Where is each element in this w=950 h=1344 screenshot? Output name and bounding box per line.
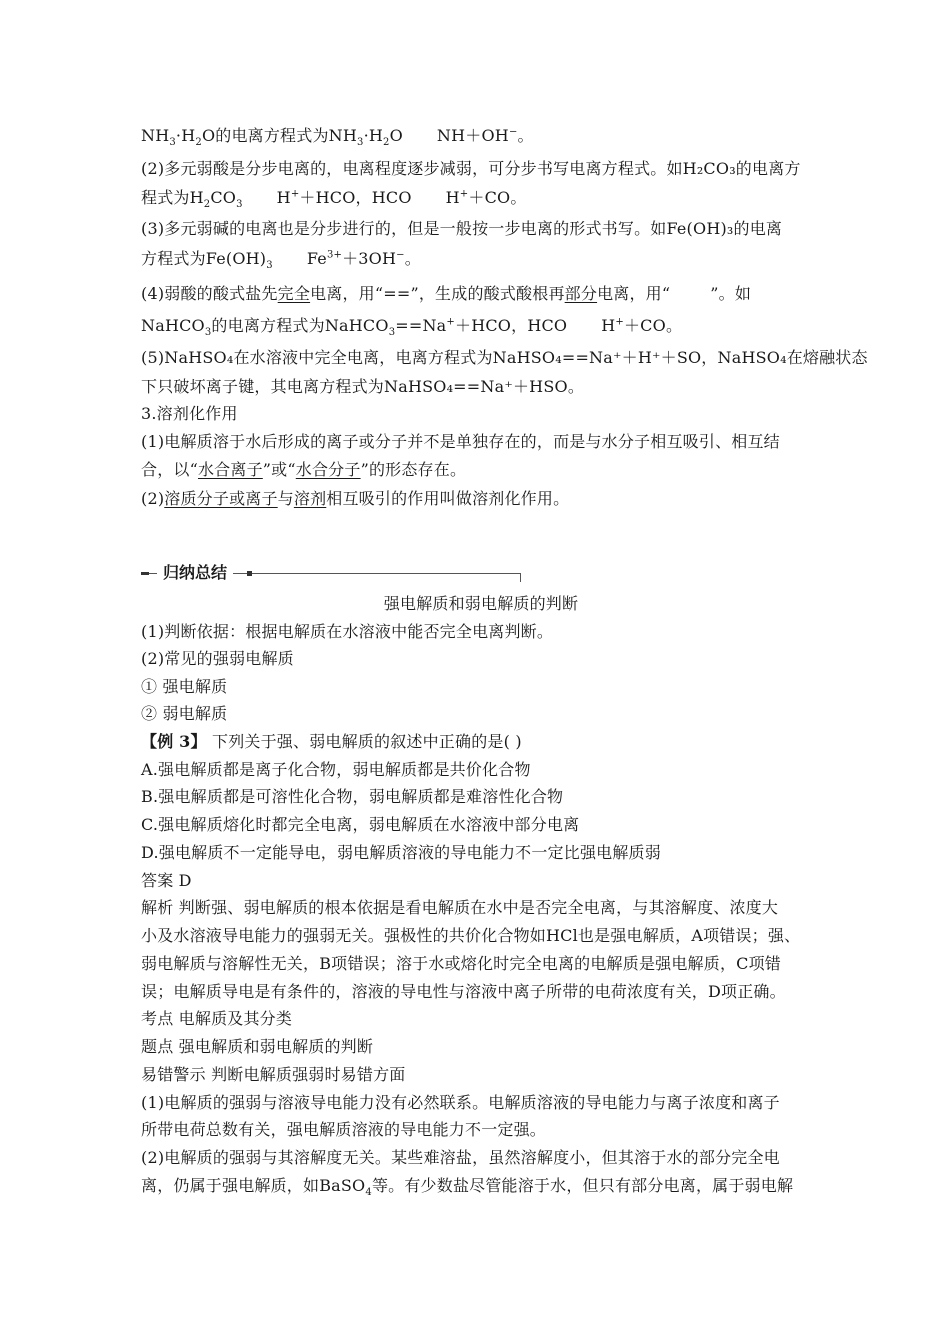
summary-heading: 强电解质和弱电解质的判断: [383, 594, 579, 613]
analysis-line: 解析 判断强、弱电解质的根本依据是看电解质在水中是否完全电离，与其溶解度、浓度大: [141, 898, 779, 917]
text-line: [141, 188, 821, 211]
summary-item: ② 弱电解质: [141, 704, 228, 723]
text-fragment: NH: [141, 126, 170, 145]
text-fragment: 电离，用“==”，生成的酸式酸根再: [310, 284, 565, 303]
text-line: [141, 489, 821, 509]
text-fragment: ==Na: [395, 316, 447, 335]
text-fragment: ·H: [175, 126, 196, 145]
underlined-term: 部分: [564, 284, 598, 303]
summary-item: (1)判断依据：根据电解质在水溶液中能否完全电离判断。: [141, 622, 554, 641]
text-line: [141, 249, 821, 272]
underlined-term: 溶质分子或离子: [164, 489, 278, 508]
warning-line: (1)电解质的强弱与溶液导电能力没有必然联系。电解质溶液的导电能力与离子浓度和离子: [141, 1093, 780, 1112]
summary-item: ① 强电解质: [141, 677, 228, 696]
subscript: 3: [169, 137, 176, 149]
banner-endcap: [520, 573, 521, 582]
underlined-term: 水合离子: [197, 460, 263, 479]
warning-line: [141, 1176, 821, 1199]
text-fragment: 的电离方程式为NaHCO: [211, 316, 389, 335]
superscript: 3+: [326, 249, 343, 261]
text-fragment: NaHCO: [141, 316, 205, 335]
summary-item: (2)常见的强弱电解质: [141, 649, 294, 668]
superscript: +: [290, 188, 300, 200]
text-fragment: O: [389, 126, 403, 145]
text-fragment: 程式为H: [141, 188, 204, 207]
superscript: +: [446, 316, 455, 328]
text-fragment: H: [445, 188, 460, 207]
analysis-line: 小及水溶液导电能力的强弱无关。强极性的共价化合物如HCl也是强电解质，A项错误；强、: [141, 926, 801, 945]
subscript: 2: [203, 199, 211, 211]
example-label: 【例 3】: [141, 732, 207, 751]
text-fragment: NH＋OH: [436, 126, 509, 145]
underlined-term: 溶剂: [293, 489, 327, 508]
text-fragment: ”或“: [262, 460, 296, 479]
underlined-term: 水合分子: [295, 460, 361, 479]
text-line: (3)多元弱碱的电离也是分步进行的，但是一般按一步电离的形式书写。如Fe(OH)₃的电离: [141, 219, 783, 238]
summary-banner: [141, 563, 521, 582]
text-fragment: 合，以“: [141, 460, 198, 479]
text-fragment: ”。如: [710, 284, 752, 303]
text-fragment: 方程式为Fe(OH): [141, 249, 267, 268]
text-line: 下只破坏离子键，其电离方程式为NaHSO₄==Na⁺＋HSO。: [141, 377, 585, 396]
option-b: B.强电解质都是可溶性化合物，弱电解质都是难溶性化合物: [141, 787, 564, 806]
text-fragment: 电离，用“: [597, 284, 671, 303]
banner-square: [247, 571, 252, 576]
example-question: [141, 732, 821, 752]
superscript: −: [508, 126, 518, 138]
section-heading: 3.溶剂化作用: [141, 404, 238, 423]
text-fragment: 相互吸引的作用叫做溶剂化作用。: [326, 489, 570, 508]
option-d: D.强电解质不一定能导电，弱电解质溶液的导电能力不一定比强电解质弱: [141, 843, 661, 862]
text-fragment: ＋HCO，HCO: [299, 188, 412, 207]
analysis-line: 弱电解质与溶解性无关，B项错误；溶于水或熔化时完全电离的电解质是强电解质，C项错: [141, 954, 782, 973]
summary-title: 归纳总结: [157, 563, 233, 583]
text-fragment: CO: [210, 188, 237, 207]
text-fragment: 。: [404, 249, 421, 268]
text-line: [141, 126, 821, 149]
subscript: 3: [357, 137, 364, 149]
option-a: A.强电解质都是离子化合物，弱电解质都是共价化合物: [141, 760, 531, 779]
warning-line: (2)电解质的强弱与其溶解度无关。某些难溶盐，虽然溶解度小，但其溶于水的部分完全电: [141, 1148, 780, 1167]
text-fragment: 。: [517, 126, 534, 145]
warning-title: 易错警示 判断电解质强弱时易错方面: [141, 1065, 406, 1084]
warning-line: 所带电荷总数有关，强电解质溶液的导电能力不一定强。: [141, 1120, 547, 1139]
text-fragment: (4)弱酸的酸式盐先: [141, 284, 278, 303]
subscript: 2: [383, 137, 390, 149]
text-fragment: ＋3OH: [342, 249, 397, 268]
text-fragment: Fe: [306, 249, 327, 268]
banner-dash: [141, 572, 149, 575]
text-line: [141, 460, 821, 480]
subscript: 3: [204, 327, 212, 339]
text-fragment: O的电离方程式为NH: [201, 126, 358, 145]
text-fragment: H: [601, 316, 616, 335]
subscript: 3: [236, 199, 243, 211]
text-fragment: 离，仍属于强电解质，如BaSO: [141, 1176, 366, 1195]
text-line: [141, 316, 821, 339]
text-fragment: 与: [277, 489, 294, 508]
text-line: [141, 284, 821, 304]
tidian: 题点 强电解质和弱电解质的判断: [141, 1037, 374, 1056]
text-fragment: ＋CO。: [623, 316, 683, 335]
text-line: (1)电解质溶于水后形成的离子或分子并不是单独存在的，而是与水分子相互吸引、相互结: [141, 432, 780, 451]
analysis-line: 误；电解质导电是有条件的，溶液的导电性与溶液中离子所带的电荷浓度有关，D项正确。: [141, 982, 786, 1001]
subscript: 2: [195, 137, 202, 149]
subscript: 4: [365, 1187, 372, 1199]
option-c: C.强电解质熔化时都完全电离，弱电解质在水溶液中部分电离: [141, 815, 580, 834]
text-fragment: ·H: [363, 126, 384, 145]
text-fragment: 等。有少数盐尽管能溶于水，但只有部分电离，属于弱电解: [371, 1176, 794, 1195]
superscript: +: [615, 316, 624, 328]
subscript: 3: [388, 327, 396, 339]
text-fragment: ＋HCO，HCO: [455, 316, 568, 335]
superscript: +: [459, 188, 469, 200]
text-fragment: ＋CO。: [468, 188, 527, 207]
text-fragment: ”的形态存在。: [360, 460, 467, 479]
answer: 答案 D: [141, 871, 192, 890]
subscript: 3: [266, 260, 273, 272]
underlined-term: 完全: [277, 284, 311, 303]
question-text: 下列关于强、弱电解质的叙述中正确的是( ): [206, 732, 522, 751]
kaodian: 考点 电解质及其分类: [141, 1009, 293, 1028]
text-fragment: (2): [141, 489, 165, 508]
text-line: (2)多元弱酸是分步电离的，电离程度逐步减弱，可分步书写电离方程式。如H₂CO₃的电离方: [141, 159, 801, 178]
text-fragment: H: [276, 188, 291, 207]
superscript: −: [396, 249, 405, 261]
text-line: (5)NaHSO₄在水溶液中完全电离，电离方程式为NaHSO₄==Na⁺＋H⁺＋SO，NaHSO₄在熔融状态: [141, 348, 868, 367]
